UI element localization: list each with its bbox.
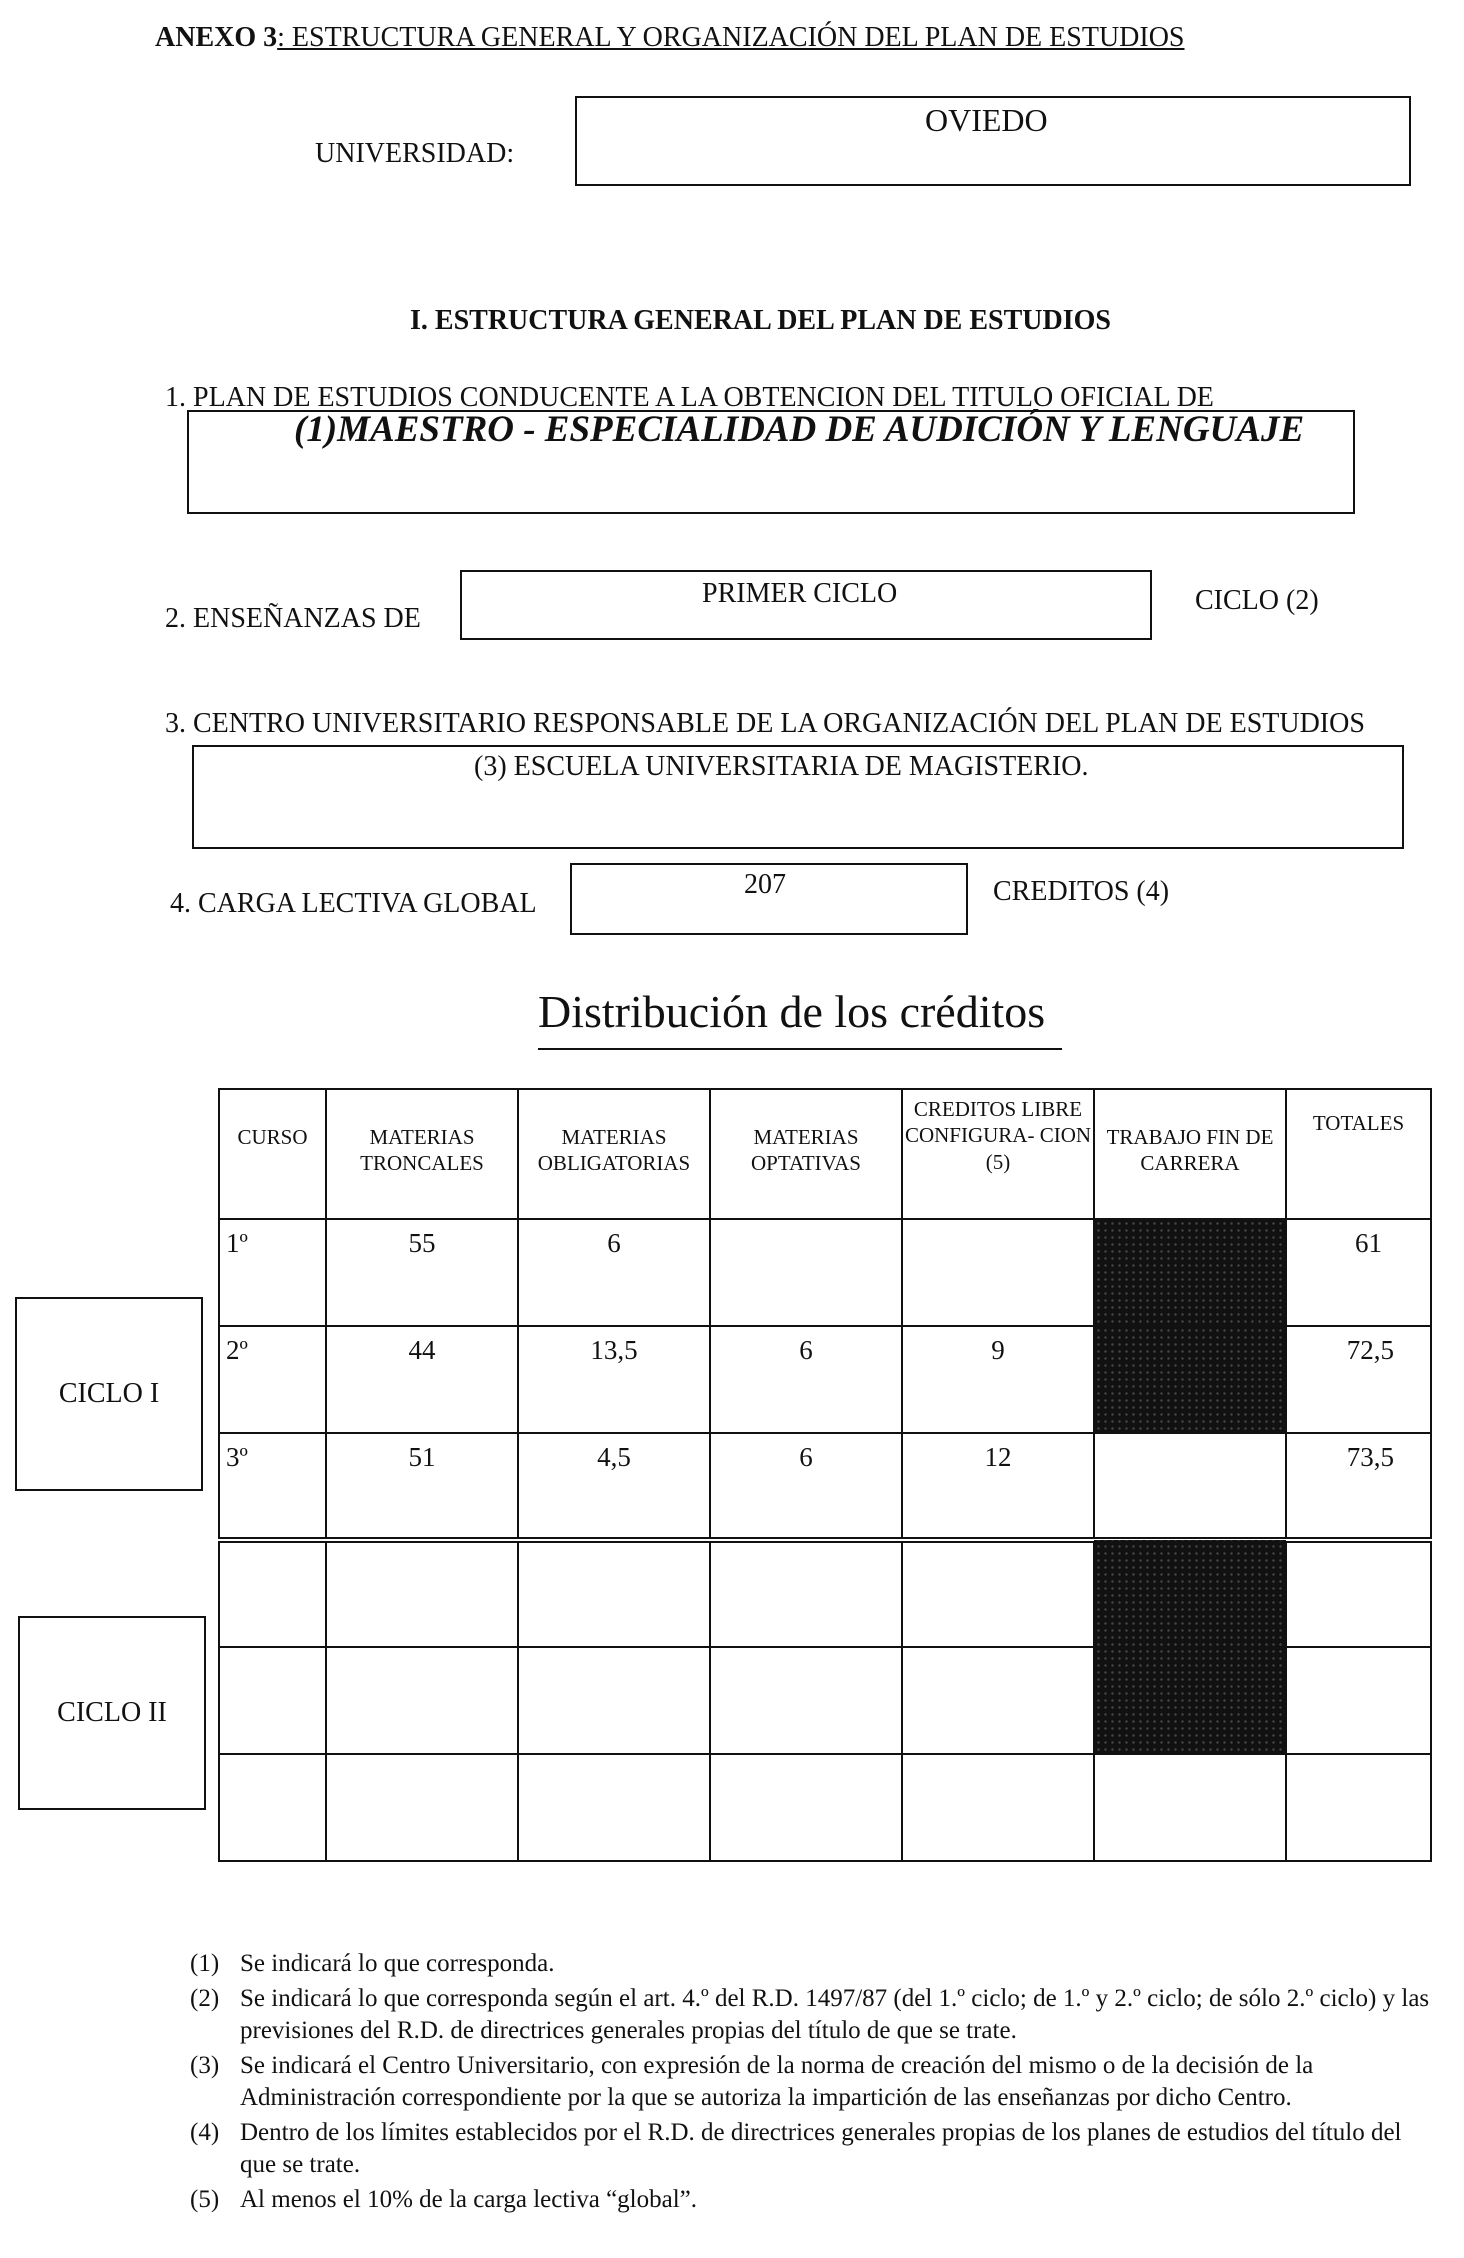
row1-optativas <box>710 1219 902 1326</box>
ciclo2-row3-cell <box>902 1754 1094 1861</box>
header-troncales: MATERIAS TRONCALES <box>326 1089 518 1219</box>
row3-curso: 3º <box>219 1433 326 1540</box>
header-totales: TOTALES <box>1286 1089 1431 1219</box>
row3-libre: 12 <box>902 1433 1094 1540</box>
footnote-text: Se indicará lo que corresponda según el art. 4.º del R.D. 1497/87 (del 1.º ciclo; de 1.º y 2.º ciclo; de sólo 2.º ciclo) y las previsiones del R.D. de directrices generales propias del título de que se trate. <box>240 1984 1430 2044</box>
ciclo2-row3-cell <box>518 1754 710 1861</box>
universidad-value: OVIEDO <box>925 102 1048 138</box>
annex-title: : ESTRUCTURA GENERAL Y ORGANIZACIÓN DEL PLAN DE ESTUDIOS <box>277 22 1185 53</box>
row1-trabajo-shaded <box>1094 1219 1286 1326</box>
row2-totales: 72,5 <box>1286 1326 1431 1433</box>
table-row <box>219 1326 1431 1433</box>
footnote-number: (1) <box>190 1950 220 1977</box>
ciclo2-row1-trabajo-shaded <box>1094 1540 1286 1647</box>
section-title: I. ESTRUCTURA GENERAL DEL PLAN DE ESTUDIOS <box>410 305 1111 336</box>
row3-optativas: 6 <box>710 1433 902 1540</box>
row2-curso: 2º <box>219 1326 326 1433</box>
ciclo2-row1-cell <box>710 1540 902 1647</box>
item4-label: 4. CARGA LECTIVA GLOBAL <box>170 888 537 919</box>
carga-value: 207 <box>744 869 786 900</box>
ciclo2-row2-cell <box>902 1647 1094 1754</box>
footnote-number: (2) <box>190 1984 220 2012</box>
footnote <box>190 2184 1430 2217</box>
ciclo2-row2-cell <box>219 1647 326 1754</box>
row1-totales: 61 <box>1286 1219 1431 1326</box>
item1-label: 1. PLAN DE ESTUDIOS CONDUCENTE A LA OBTENCION DEL TITULO OFICIAL DE <box>165 382 1214 413</box>
distribution-title-underline <box>538 1048 1062 1050</box>
ciclo2-row3-cell <box>326 1754 518 1861</box>
table-row <box>219 1433 1431 1540</box>
header-libre: CREDITOS LIBRE CONFIGURA- CION (5) <box>902 1089 1094 1219</box>
item2-label: 2. ENSEÑANZAS DE <box>165 603 421 634</box>
ciclo2-row1-cell <box>518 1540 710 1647</box>
ciclo2-row1-cell <box>326 1540 518 1647</box>
ciclo2-row2-cell <box>326 1647 518 1754</box>
footnote-text: Dentro de los límites establecidos por el R.D. de directrices generales propias de los planes de estudios del título del que se trate. <box>240 2118 1402 2178</box>
credits-table <box>218 1088 1432 1862</box>
header-obligatorias: MATERIAS OBLIGATORIAS <box>518 1089 710 1219</box>
footnote <box>190 1948 1430 1981</box>
header-row <box>219 1089 1431 1219</box>
centro-box <box>192 745 1404 849</box>
ciclo2-row1-cell <box>902 1540 1094 1647</box>
ensenanzas-value: PRIMER CICLO <box>702 578 898 609</box>
table-row <box>219 1219 1431 1326</box>
footnote-number: (3) <box>190 2051 220 2079</box>
carga-box <box>570 863 968 935</box>
ciclo2-row2-cell <box>710 1647 902 1754</box>
row3-totales: 73,5 <box>1286 1433 1431 1540</box>
footnote <box>190 1983 1430 2048</box>
row2-troncales: 44 <box>326 1326 518 1433</box>
header-curso: CURSO <box>219 1089 326 1219</box>
row2-trabajo-shaded <box>1094 1326 1286 1433</box>
row1-troncales: 55 <box>326 1219 518 1326</box>
distribution-title: Distribución de los créditos <box>538 986 1046 1037</box>
table-row <box>219 1540 1431 1647</box>
row1-obligatorias: 6 <box>518 1219 710 1326</box>
header-trabajo: TRABAJO FIN DE CARRERA <box>1094 1089 1286 1219</box>
titulo-value: (1)MAESTRO - ESPECIALIDAD DE AUDICIÓN Y LENGUAJE <box>294 409 1305 450</box>
footnote-number: (5) <box>190 2185 220 2213</box>
ciclo2-row3-cell <box>1094 1754 1286 1861</box>
row2-optativas: 6 <box>710 1326 902 1433</box>
header-optativas: MATERIAS OPTATIVAS <box>710 1089 902 1219</box>
footnote-text: Se indicará lo que corresponda. <box>240 1950 555 1977</box>
ciclo2-row1-cell <box>1286 1540 1431 1647</box>
row3-trabajo <box>1094 1433 1286 1540</box>
row1-libre <box>902 1219 1094 1326</box>
row1-curso: 1º <box>219 1219 326 1326</box>
ciclo2-row2-cell <box>518 1647 710 1754</box>
row3-obligatorias: 4,5 <box>518 1433 710 1540</box>
ciclo2-row2-trabajo-shaded <box>1094 1647 1286 1754</box>
footnote <box>190 2050 1430 2115</box>
item2-suffix: CICLO (2) <box>1195 585 1319 616</box>
item3-label: 3. CENTRO UNIVERSITARIO RESPONSABLE DE LA ORGANIZACIÓN DEL PLAN DE ESTUDIOS <box>165 708 1365 739</box>
universidad-box <box>575 96 1411 186</box>
footnote-text: Al menos el 10% de la carga lectiva “global”. <box>240 2185 697 2213</box>
footnote <box>190 2117 1430 2182</box>
ciclo2-row3-cell <box>710 1754 902 1861</box>
ciclo2-row2-cell <box>1286 1647 1431 1754</box>
row2-libre: 9 <box>902 1326 1094 1433</box>
ciclo-2-label: CICLO II <box>18 1616 206 1810</box>
ciclo2-row1-cell <box>219 1540 326 1647</box>
annex-heading <box>155 22 1185 54</box>
table-row <box>219 1647 1431 1754</box>
footnotes <box>190 1948 1430 2218</box>
annex-label: ANEXO 3 <box>155 22 278 53</box>
ciclo-1-label: CICLO I <box>15 1297 203 1491</box>
universidad-label: UNIVERSIDAD: <box>315 138 515 169</box>
footnote-number: (4) <box>190 2118 220 2146</box>
titulo-box <box>187 410 1355 514</box>
centro-value: (3) ESCUELA UNIVERSITARIA DE MAGISTERIO. <box>474 751 1089 782</box>
item4-suffix: CREDITOS (4) <box>993 876 1170 907</box>
ciclo2-row3-cell <box>1286 1754 1431 1861</box>
ciclo2-row3-cell <box>219 1754 326 1861</box>
footnote-text: Se indicará el Centro Universitario, con expresión de la norma de creación del mismo o de la decisión de la Administración correspondiente por la que se autoriza la impartición de las enseñanzas por dicho Centro. <box>240 2051 1314 2111</box>
ensenanzas-box <box>460 570 1152 640</box>
row3-troncales: 51 <box>326 1433 518 1540</box>
row2-obligatorias: 13,5 <box>518 1326 710 1433</box>
table-row <box>219 1754 1431 1861</box>
